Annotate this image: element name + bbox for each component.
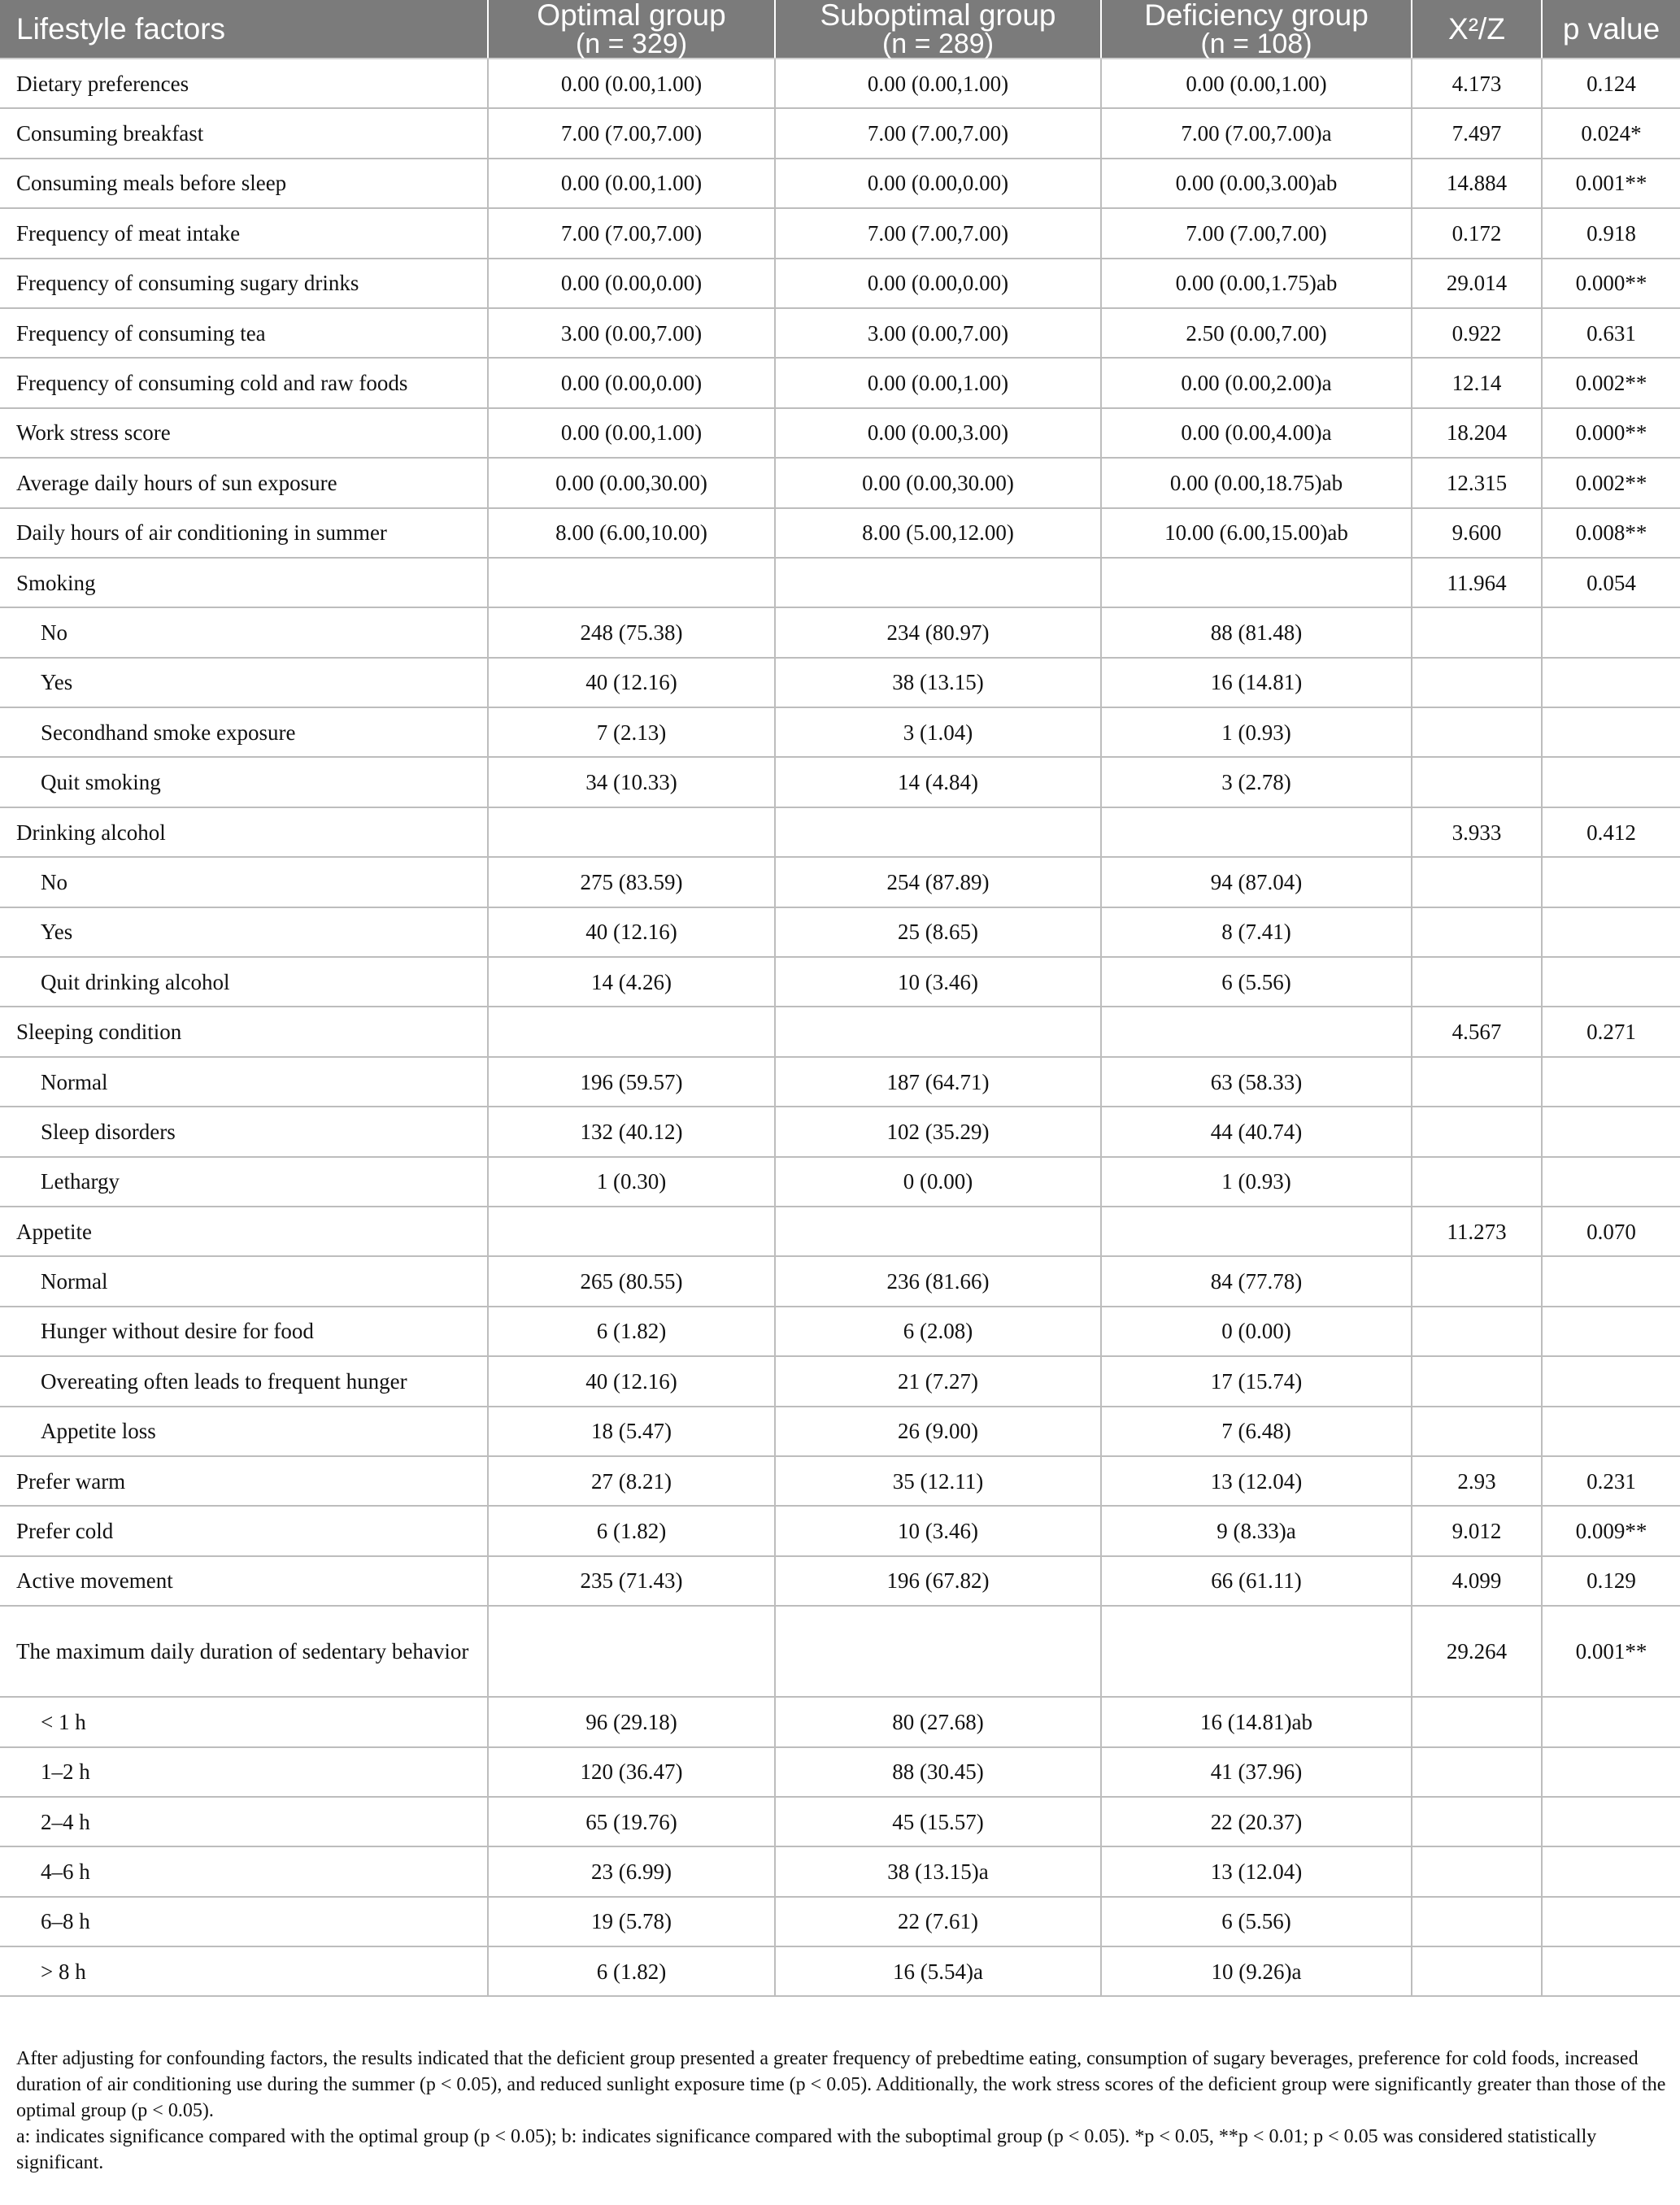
deficiency-value — [1101, 807, 1412, 857]
deficiency-value: 0.00 (0.00,18.75)ab — [1101, 458, 1412, 507]
test-statistic: 11.964 — [1412, 558, 1542, 607]
header-suboptimal-title: Suboptimal group — [820, 0, 1056, 32]
test-statistic: 3.933 — [1412, 807, 1542, 857]
factor-label: Frequency of meat intake — [0, 208, 488, 258]
deficiency-value: 0.00 (0.00,1.00) — [1101, 59, 1412, 108]
deficiency-value: 7.00 (7.00,7.00) — [1101, 208, 1412, 258]
table-row — [0, 1207, 1680, 1256]
suboptimal-value — [775, 1007, 1101, 1056]
p-value: 0.918 — [1542, 208, 1680, 258]
deficiency-value: 7 (6.48) — [1101, 1407, 1412, 1456]
suboptimal-value: 0.00 (0.00,1.00) — [775, 358, 1101, 407]
suboptimal-value: 26 (9.00) — [775, 1407, 1101, 1456]
suboptimal-value: 0.00 (0.00,0.00) — [775, 159, 1101, 208]
deficiency-value: 94 (87.04) — [1101, 857, 1412, 907]
suboptimal-value: 88 (30.45) — [775, 1747, 1101, 1797]
test-statistic — [1412, 1256, 1542, 1306]
table-row — [0, 1747, 1680, 1797]
factor-label: Quit smoking — [0, 757, 488, 807]
table-row — [0, 1057, 1680, 1107]
factor-label: Daily hours of air conditioning in summer — [0, 508, 488, 558]
test-statistic: 11.273 — [1412, 1207, 1542, 1256]
p-value — [1542, 907, 1680, 957]
footnote-adjustment: After adjusting for confounding factors, the results indicated that the deficient group presented a greater frequency of prebedtime eating, consumption of sugary beverages, preference for cold foods, increased duration of air conditioning use during the summer (p < 0.05), and reduced sunlight exposure time (p < 0.05). Additionally, the work stress scores of the deficient group were significantly greater than those of the optimal group (p < 0.05). — [16, 2048, 1666, 2121]
table-row — [0, 707, 1680, 757]
optimal-value: 6 (1.82) — [488, 1946, 775, 1996]
header-deficiency-title: Deficiency group — [1144, 0, 1369, 32]
p-value — [1542, 1107, 1680, 1156]
factor-label: Appetite — [0, 1207, 488, 1256]
suboptimal-value: 35 (12.11) — [775, 1456, 1101, 1506]
suboptimal-value: 0.00 (0.00,0.00) — [775, 259, 1101, 308]
test-statistic — [1412, 607, 1542, 657]
p-value: 0.000** — [1542, 259, 1680, 308]
optimal-value: 248 (75.38) — [488, 607, 775, 657]
suboptimal-value: 22 (7.61) — [775, 1897, 1101, 1946]
optimal-value: 7 (2.13) — [488, 707, 775, 757]
deficiency-value: 6 (5.56) — [1101, 957, 1412, 1007]
suboptimal-value: 0 (0.00) — [775, 1157, 1101, 1207]
table-row — [0, 208, 1680, 258]
optimal-value: 0.00 (0.00,1.00) — [488, 59, 775, 108]
optimal-value: 40 (12.16) — [488, 907, 775, 957]
optimal-value: 3.00 (0.00,7.00) — [488, 308, 775, 358]
optimal-value — [488, 1606, 775, 1697]
suboptimal-value: 38 (13.15) — [775, 658, 1101, 707]
factor-label: No — [0, 607, 488, 657]
test-statistic — [1412, 757, 1542, 807]
suboptimal-value: 7.00 (7.00,7.00) — [775, 108, 1101, 158]
suboptimal-value: 16 (5.54)a — [775, 1946, 1101, 1996]
p-value: 0.124 — [1542, 59, 1680, 108]
factor-label: Sleep disorders — [0, 1107, 488, 1156]
deficiency-value: 10.00 (6.00,15.00)ab — [1101, 508, 1412, 558]
table-header — [0, 0, 1680, 59]
deficiency-value: 13 (12.04) — [1101, 1846, 1412, 1896]
deficiency-value: 84 (77.78) — [1101, 1256, 1412, 1306]
table-row — [0, 1107, 1680, 1156]
deficiency-value: 66 (61.11) — [1101, 1556, 1412, 1606]
deficiency-value: 16 (14.81) — [1101, 658, 1412, 707]
deficiency-value: 3 (2.78) — [1101, 757, 1412, 807]
table-row — [0, 1256, 1680, 1306]
factor-label: Active movement — [0, 1556, 488, 1606]
deficiency-value: 0 (0.00) — [1101, 1307, 1412, 1356]
table-row — [0, 807, 1680, 857]
table-row — [0, 857, 1680, 907]
test-statistic: 2.93 — [1412, 1456, 1542, 1506]
table-row — [0, 658, 1680, 707]
factor-label: > 8 h — [0, 1946, 488, 1996]
factor-label: Overeating often leads to frequent hunger — [0, 1356, 488, 1406]
factor-label: Work stress score — [0, 408, 488, 458]
table-row — [0, 358, 1680, 407]
optimal-value: 0.00 (0.00,0.00) — [488, 358, 775, 407]
deficiency-value: 22 (20.37) — [1101, 1797, 1412, 1846]
suboptimal-value: 102 (35.29) — [775, 1107, 1101, 1156]
suboptimal-value: 25 (8.65) — [775, 907, 1101, 957]
factor-label: The maximum daily duration of sedentary behavior — [0, 1606, 488, 1697]
optimal-value: 34 (10.33) — [488, 757, 775, 807]
test-statistic: 9.012 — [1412, 1506, 1542, 1555]
table-row — [0, 907, 1680, 957]
suboptimal-value — [775, 1207, 1101, 1256]
factor-label: Yes — [0, 907, 488, 957]
optimal-value: 0.00 (0.00,0.00) — [488, 259, 775, 308]
deficiency-value: 17 (15.74) — [1101, 1356, 1412, 1406]
p-value — [1542, 1797, 1680, 1846]
optimal-value: 6 (1.82) — [488, 1506, 775, 1555]
optimal-value: 19 (5.78) — [488, 1897, 775, 1946]
test-statistic — [1412, 1797, 1542, 1846]
p-value — [1542, 1407, 1680, 1456]
deficiency-value: 0.00 (0.00,2.00)a — [1101, 358, 1412, 407]
test-statistic: 4.567 — [1412, 1007, 1542, 1056]
deficiency-value: 1 (0.93) — [1101, 707, 1412, 757]
test-statistic: 14.884 — [1412, 159, 1542, 208]
optimal-value: 120 (36.47) — [488, 1747, 775, 1797]
suboptimal-value: 196 (67.82) — [775, 1556, 1101, 1606]
p-value — [1542, 1256, 1680, 1306]
suboptimal-value: 0.00 (0.00,3.00) — [775, 408, 1101, 458]
factor-label: Average daily hours of sun exposure — [0, 458, 488, 507]
deficiency-value: 63 (58.33) — [1101, 1057, 1412, 1107]
p-value: 0.024* — [1542, 108, 1680, 158]
test-statistic: 0.922 — [1412, 308, 1542, 358]
test-statistic — [1412, 857, 1542, 907]
deficiency-value — [1101, 558, 1412, 607]
suboptimal-value — [775, 1606, 1101, 1697]
optimal-value — [488, 807, 775, 857]
deficiency-value: 0.00 (0.00,4.00)a — [1101, 408, 1412, 458]
factor-label: 4–6 h — [0, 1846, 488, 1896]
suboptimal-value — [775, 807, 1101, 857]
p-value — [1542, 757, 1680, 807]
p-value — [1542, 857, 1680, 907]
optimal-value: 40 (12.16) — [488, 1356, 775, 1406]
factor-label: Frequency of consuming sugary drinks — [0, 259, 488, 308]
factor-label: Consuming breakfast — [0, 108, 488, 158]
p-value — [1542, 1157, 1680, 1207]
test-statistic — [1412, 1946, 1542, 1996]
optimal-value: 96 (29.18) — [488, 1697, 775, 1746]
table-row — [0, 1157, 1680, 1207]
table-row — [0, 108, 1680, 158]
factor-label: Yes — [0, 658, 488, 707]
table-row — [0, 1506, 1680, 1555]
p-value: 0.631 — [1542, 308, 1680, 358]
test-statistic: 4.173 — [1412, 59, 1542, 108]
optimal-value: 0.00 (0.00,30.00) — [488, 458, 775, 507]
factor-label: Normal — [0, 1057, 488, 1107]
table-row — [0, 408, 1680, 458]
optimal-value: 40 (12.16) — [488, 658, 775, 707]
test-statistic — [1412, 658, 1542, 707]
header-row — [0, 0, 1680, 59]
test-statistic: 12.315 — [1412, 458, 1542, 507]
factor-label: 6–8 h — [0, 1897, 488, 1946]
suboptimal-value: 236 (81.66) — [775, 1256, 1101, 1306]
table-row — [0, 607, 1680, 657]
table-body — [0, 59, 1680, 1996]
optimal-value: 14 (4.26) — [488, 957, 775, 1007]
header-optimal-title: Optimal group — [537, 0, 726, 32]
factor-label: Smoking — [0, 558, 488, 607]
deficiency-value: 0.00 (0.00,3.00)ab — [1101, 159, 1412, 208]
optimal-value — [488, 1007, 775, 1056]
table-row — [0, 1797, 1680, 1846]
test-statistic — [1412, 1356, 1542, 1406]
suboptimal-value: 45 (15.57) — [775, 1797, 1101, 1846]
p-value: 0.009** — [1542, 1506, 1680, 1555]
table-row — [0, 1556, 1680, 1606]
suboptimal-value: 10 (3.46) — [775, 957, 1101, 1007]
factor-label: Normal — [0, 1256, 488, 1306]
table-row — [0, 757, 1680, 807]
p-value — [1542, 658, 1680, 707]
factor-label: Secondhand smoke exposure — [0, 707, 488, 757]
optimal-value: 1 (0.30) — [488, 1157, 775, 1207]
factor-label: Consuming meals before sleep — [0, 159, 488, 208]
p-value: 0.412 — [1542, 807, 1680, 857]
optimal-value: 0.00 (0.00,1.00) — [488, 159, 775, 208]
factor-label: Frequency of consuming tea — [0, 308, 488, 358]
optimal-value: 235 (71.43) — [488, 1556, 775, 1606]
test-statistic — [1412, 907, 1542, 957]
table-row — [0, 1307, 1680, 1356]
table-row — [0, 259, 1680, 308]
suboptimal-value: 80 (27.68) — [775, 1697, 1101, 1746]
header-deficiency-n: (n = 108) — [1200, 28, 1312, 59]
deficiency-value — [1101, 1007, 1412, 1056]
factor-label: Dietary preferences — [0, 59, 488, 108]
footnote-significance-legend: a: indicates significance compared with the optimal group (p < 0.05); b: indicates significance compared with the suboptimal group (p < 0.05). *p < 0.05, **p < 0.01; p < 0.05 was considered statistically significant. — [16, 2126, 1597, 2173]
header-optimal-n: (n = 329) — [575, 28, 688, 59]
table-row — [0, 458, 1680, 507]
test-statistic — [1412, 1407, 1542, 1456]
p-value — [1542, 1356, 1680, 1406]
suboptimal-value — [775, 558, 1101, 607]
factor-label: Quit drinking alcohol — [0, 957, 488, 1007]
header-optimal-group — [488, 0, 775, 59]
test-statistic — [1412, 1897, 1542, 1946]
table-row — [0, 1407, 1680, 1456]
optimal-value: 6 (1.82) — [488, 1307, 775, 1356]
optimal-value: 196 (59.57) — [488, 1057, 775, 1107]
p-value: 0.008** — [1542, 508, 1680, 558]
header-suboptimal-n: (n = 289) — [881, 28, 995, 59]
table-row — [0, 1456, 1680, 1506]
suboptimal-value: 38 (13.15)a — [775, 1846, 1101, 1896]
factor-label: 2–4 h — [0, 1797, 488, 1846]
p-value — [1542, 1307, 1680, 1356]
test-statistic: 29.014 — [1412, 259, 1542, 308]
deficiency-value: 0.00 (0.00,1.75)ab — [1101, 259, 1412, 308]
table-row — [0, 159, 1680, 208]
test-statistic — [1412, 1307, 1542, 1356]
suboptimal-value: 6 (2.08) — [775, 1307, 1101, 1356]
factor-label: Lethargy — [0, 1157, 488, 1207]
factor-label: No — [0, 857, 488, 907]
suboptimal-value: 14 (4.84) — [775, 757, 1101, 807]
optimal-value: 7.00 (7.00,7.00) — [488, 208, 775, 258]
test-statistic — [1412, 1747, 1542, 1797]
table-row — [0, 308, 1680, 358]
deficiency-value — [1101, 1207, 1412, 1256]
p-value — [1542, 607, 1680, 657]
deficiency-value: 13 (12.04) — [1101, 1456, 1412, 1506]
suboptimal-value: 7.00 (7.00,7.00) — [775, 208, 1101, 258]
optimal-value: 8.00 (6.00,10.00) — [488, 508, 775, 558]
p-value — [1542, 1747, 1680, 1797]
test-statistic — [1412, 707, 1542, 757]
factor-label: < 1 h — [0, 1697, 488, 1746]
deficiency-value: 88 (81.48) — [1101, 607, 1412, 657]
deficiency-value: 16 (14.81)ab — [1101, 1697, 1412, 1746]
p-value: 0.002** — [1542, 458, 1680, 507]
factor-label: Frequency of consuming cold and raw foods — [0, 358, 488, 407]
test-statistic — [1412, 1057, 1542, 1107]
test-statistic: 0.172 — [1412, 208, 1542, 258]
test-statistic — [1412, 1846, 1542, 1896]
test-statistic — [1412, 1157, 1542, 1207]
factor-label: Prefer warm — [0, 1456, 488, 1506]
p-value: 0.231 — [1542, 1456, 1680, 1506]
header-p-value: p value — [1542, 0, 1680, 59]
suboptimal-value: 254 (87.89) — [775, 857, 1101, 907]
test-statistic — [1412, 1697, 1542, 1746]
deficiency-value: 41 (37.96) — [1101, 1747, 1412, 1797]
suboptimal-value: 8.00 (5.00,12.00) — [775, 508, 1101, 558]
suboptimal-value: 21 (7.27) — [775, 1356, 1101, 1406]
table-footnotes — [0, 2038, 1680, 2176]
suboptimal-value: 3 (1.04) — [775, 707, 1101, 757]
p-value: 0.054 — [1542, 558, 1680, 607]
optimal-value: 0.00 (0.00,1.00) — [488, 408, 775, 458]
p-value — [1542, 707, 1680, 757]
optimal-value: 265 (80.55) — [488, 1256, 775, 1306]
test-statistic: 7.497 — [1412, 108, 1542, 158]
p-value — [1542, 1897, 1680, 1946]
optimal-value: 18 (5.47) — [488, 1407, 775, 1456]
suboptimal-value: 0.00 (0.00,30.00) — [775, 458, 1101, 507]
p-value — [1542, 1946, 1680, 1996]
deficiency-value: 44 (40.74) — [1101, 1107, 1412, 1156]
suboptimal-value: 0.00 (0.00,1.00) — [775, 59, 1101, 108]
suboptimal-value: 10 (3.46) — [775, 1506, 1101, 1555]
p-value — [1542, 957, 1680, 1007]
optimal-value: 23 (6.99) — [488, 1846, 775, 1896]
suboptimal-value: 3.00 (0.00,7.00) — [775, 308, 1101, 358]
table-row — [0, 508, 1680, 558]
table-row — [0, 1897, 1680, 1946]
factor-label: Appetite loss — [0, 1407, 488, 1456]
table-row — [0, 1007, 1680, 1056]
deficiency-value: 9 (8.33)a — [1101, 1506, 1412, 1555]
factor-label: 1–2 h — [0, 1747, 488, 1797]
table-row — [0, 59, 1680, 108]
deficiency-value: 2.50 (0.00,7.00) — [1101, 308, 1412, 358]
suboptimal-value: 234 (80.97) — [775, 607, 1101, 657]
optimal-value: 275 (83.59) — [488, 857, 775, 907]
optimal-value: 132 (40.12) — [488, 1107, 775, 1156]
table-row — [0, 1356, 1680, 1406]
p-value — [1542, 1846, 1680, 1896]
test-statistic: 12.14 — [1412, 358, 1542, 407]
deficiency-value: 6 (5.56) — [1101, 1897, 1412, 1946]
factor-label: Hunger without desire for food — [0, 1307, 488, 1356]
test-statistic: 4.099 — [1412, 1556, 1542, 1606]
table-row — [0, 957, 1680, 1007]
test-statistic: 18.204 — [1412, 408, 1542, 458]
deficiency-value: 1 (0.93) — [1101, 1157, 1412, 1207]
p-value: 0.271 — [1542, 1007, 1680, 1056]
test-statistic: 9.600 — [1412, 508, 1542, 558]
header-suboptimal-group — [775, 0, 1101, 59]
p-value: 0.001** — [1542, 1606, 1680, 1697]
p-value — [1542, 1057, 1680, 1107]
p-value: 0.002** — [1542, 358, 1680, 407]
table-row — [0, 1846, 1680, 1896]
table-row — [0, 558, 1680, 607]
deficiency-value: 7.00 (7.00,7.00)a — [1101, 108, 1412, 158]
table-row — [0, 1697, 1680, 1746]
header-test-statistic: X²/Z — [1412, 0, 1542, 59]
optimal-value: 27 (8.21) — [488, 1456, 775, 1506]
deficiency-value — [1101, 1606, 1412, 1697]
factor-label: Prefer cold — [0, 1506, 488, 1555]
p-value: 0.000** — [1542, 408, 1680, 458]
suboptimal-value: 187 (64.71) — [775, 1057, 1101, 1107]
p-value: 0.070 — [1542, 1207, 1680, 1256]
test-statistic: 29.264 — [1412, 1606, 1542, 1697]
p-value: 0.129 — [1542, 1556, 1680, 1606]
deficiency-value: 8 (7.41) — [1101, 907, 1412, 957]
table-row — [0, 1606, 1680, 1697]
table-row — [0, 1946, 1680, 1996]
deficiency-value: 10 (9.26)a — [1101, 1946, 1412, 1996]
header-deficiency-group — [1101, 0, 1412, 59]
test-statistic — [1412, 1107, 1542, 1156]
optimal-value — [488, 558, 775, 607]
optimal-value: 7.00 (7.00,7.00) — [488, 108, 775, 158]
optimal-value — [488, 1207, 775, 1256]
header-lifestyle-factors: Lifestyle factors — [0, 0, 488, 59]
optimal-value: 65 (19.76) — [488, 1797, 775, 1846]
p-value — [1542, 1697, 1680, 1746]
test-statistic — [1412, 957, 1542, 1007]
factor-label: Sleeping condition — [0, 1007, 488, 1056]
factor-label: Drinking alcohol — [0, 807, 488, 857]
p-value: 0.001** — [1542, 159, 1680, 208]
